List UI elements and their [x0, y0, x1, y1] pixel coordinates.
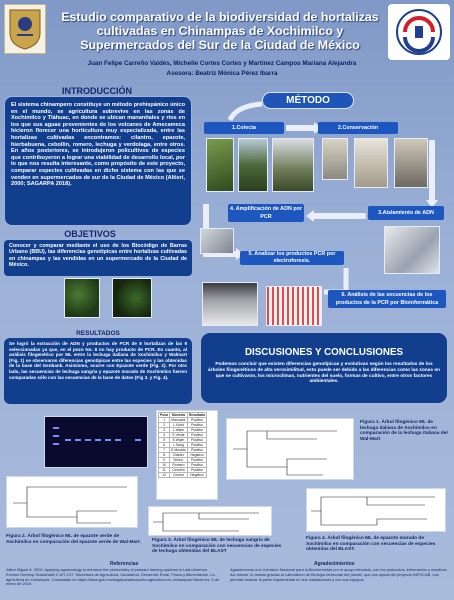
- figure-2-caption: Figura 2. Árbol filogénico ML de epazote verde de Xochimilco en comparación del epazote verde de Wal-Mart.: [6, 534, 141, 545]
- photo-collection: [206, 138, 234, 192]
- table-cell: 12: [159, 473, 170, 478]
- references-text: Altieri Miguel A. 2000. Applying agroecology to enhance the productivity of peasant farming systems in Latin America. Environ Develop Sustainabil 1:197-217. Secretaría de Agricultura, Ganadería, Desarrollo Rural, Pesca y Alimentación. La agricultura en chinampas. Consultado en https://www.gob.mx/sagarpa/articulos/la-agricultura-en-chinampas?idiom=es. 5 de enero de 2019.: [6, 567, 220, 587]
- phylogenetic-tree-2: [7, 477, 139, 529]
- cch-logo: [388, 4, 450, 60]
- method-step-collect: 1.Colecta: [204, 122, 284, 134]
- objectives-heading: OBJETIVOS: [64, 229, 116, 239]
- table-header: Resultado: [188, 413, 206, 417]
- college-emblem-icon: [391, 7, 447, 57]
- results-table: [158, 412, 207, 478]
- table-cell: Negativo: [187, 453, 206, 458]
- table-cell: Verdol.: [170, 458, 188, 463]
- pcr-results-table: [156, 410, 218, 500]
- table-cell: 3: [159, 428, 170, 433]
- table-row: [159, 468, 207, 473]
- table-cell: Positivo: [187, 468, 206, 473]
- figure-1-tree: [226, 418, 354, 480]
- figure-1-caption: Figura 1. Árbol filogénico ML de lechuga italiana de Xochimilco en comparación de la lechuga italiana del Wal-Mart: [360, 420, 448, 442]
- authors-line: Juan Felipe Carreño Valdés, Michelle Cortes Cortes y Martínez Campos Mariana Alejandra: [87, 60, 357, 67]
- method-step-dna-isolation: 3.Aislamiento de ADN: [368, 206, 444, 220]
- results-text: Se logró la extracción de ADN y productos de PCR de 8 hortalizas de las 9 seleccionadas ya que, en el pozo No. 8 no hay producto de PCR. En cuanto, al análisis filogenético por ML entre la lechuga italiana de Xochimilco y Walmart (Fig. 1) se observaron diferencias genotípicas entre las especies y las obtenidas de la base del Genbank. Asimismo, ocurre con Epazote verde (Fig. 2). Por otro lado, las secuencias de lechuga sangria y epazote morado de Xochimilco fueron comparadas sólo con las secuencias de la base de datos (Fig 3. y Fig. 4).: [9, 341, 187, 380]
- table-cell: L.Walm: [170, 428, 188, 433]
- table-cell: Positivo: [187, 428, 206, 433]
- method-step-pcr: 4. Amplificación de ADN por PCR: [229, 206, 303, 220]
- intro-text: El sistema chinampero constituye un método prehispánico único en el mundo, se agricultura sobrevive en las zonas de Xochimilco y Tláhuac, en donde se ubican manantiales y ríos en los que sus aguas provenientes de los volcanes de Amecameca hicieron florecer una horticultura muy especializada, entre las hortalizas cultivadas encontramos: cilantro, epazote, hierbabuena, cebollín, romero, lechuga y verdolaga, entre otros. En años posteriores, se introdujeron policultivos de especies que contribuyeron a lograr una viabilidad de desarrollo local, por lo que nos resulta interesante, como propósito de este proyecto, comparar especies cultivadas en dicho sistema con las que se venden en supermercados de sur de la Ciudad de México (Altieri, 2000; SAGARPA 2018).: [11, 102, 185, 188]
- poster-title: Estudio comparativo de la biodiversidad de hortalizas cultivadas en Chinampas de Xochimilco y Supermercados del Sur de la Ciudad de México: [61, 10, 379, 53]
- table-cell: L.Sang: [170, 443, 188, 448]
- table-cell: Positivo: [187, 443, 206, 448]
- table-cell: Control: [170, 473, 188, 478]
- photo-conservation-2: [354, 138, 388, 188]
- method-step-electrophoresis: 5. Analizar los productos PCR por electroforesis.: [240, 251, 344, 265]
- discussion-text: Podemos concluir que existen diferencias genotípicas y evolutivas según los resultados de los árboles filogenéticos de alta verosimilitud, esto puede ser debido a las diferencias como las zonas en que se cultivaron, los microclimas, nutrientes del suelo, formas de cultivo, entre otros factores ambientales.: [208, 362, 440, 385]
- unam-logo: [4, 4, 46, 54]
- photo-conservation-3: [394, 138, 428, 188]
- table-cell: 6: [159, 443, 170, 448]
- table-cell: Cebollín: [170, 468, 188, 473]
- table-cell: 2: [159, 423, 170, 428]
- photo-pcr: [200, 228, 234, 254]
- advisor-line: Asesora: Beatriz Mónica Pérez Ibarra: [166, 70, 278, 77]
- table-cell: 1: [159, 418, 170, 423]
- photo-samples: [272, 138, 314, 192]
- table-cell: 9: [159, 458, 170, 463]
- results-section: [4, 338, 192, 404]
- shield-icon: [7, 7, 43, 51]
- photo-field: [238, 138, 268, 192]
- objectives-section: [4, 240, 192, 276]
- acknowledgments-heading: Agradecimientos: [314, 561, 355, 567]
- table-cell: Negativo: [187, 473, 206, 478]
- results-heading: RESULTADOS: [76, 330, 120, 337]
- table-row: [159, 473, 207, 478]
- references-heading: Referencias: [110, 561, 139, 567]
- table-cell: E.Verde: [170, 433, 188, 438]
- discussion-section: [200, 332, 448, 404]
- method-heading: MÉTODO: [262, 92, 354, 109]
- table-cell: 7: [159, 448, 170, 453]
- table-cell: Marcador: [171, 418, 186, 422]
- phylogenetic-tree-4: [307, 489, 447, 533]
- figure-3-caption: Figura 3. Árbol filogénico ML de lechuga sangría de Xochimilco en comparación con secuencias de especies de lechuga obtenidas del BLAST: [152, 538, 282, 555]
- objectives-text: Conocer y comparar mediante el uso de los Biocódigo de Barras Urbano (BBU), las diferencias genotípicas entre hortalizas cultivadas en chinampas y las vendidas en un supermercado de la Ciudad de México.: [9, 243, 187, 269]
- figure-3-tree: [148, 506, 272, 536]
- table-cell: 8: [159, 453, 170, 458]
- gel-image: [44, 416, 148, 468]
- figure-2-tree: [6, 476, 138, 528]
- figure-4-caption: Figura 4. Árbol filogénico ML de epazote morado de Xochimilco en comparación con secuencias de especies obtenidas del BLAST.: [306, 536, 436, 553]
- table-cell: 5: [159, 438, 170, 443]
- intro-heading: INTRODUCCIÓN: [62, 86, 132, 96]
- table-header: Muestra: [170, 413, 188, 418]
- table-cell: Positivo: [187, 433, 206, 438]
- intro-section: [4, 96, 192, 226]
- table-header: Pozo: [160, 413, 169, 417]
- table-cell: Positivo: [187, 418, 206, 423]
- phylogenetic-tree-3: [149, 507, 273, 537]
- photo-lettuce-plants: [64, 278, 100, 318]
- table-cell: E.Walm: [170, 438, 188, 443]
- table-cell: Positivo: [187, 423, 206, 428]
- table-cell: Positivo: [187, 438, 206, 443]
- table-cell: L.Xochi: [170, 423, 188, 428]
- photo-gel-tray: [266, 286, 322, 326]
- method-step-conservation: 2.Conservación: [318, 122, 398, 134]
- table-cell: Positivo: [187, 463, 206, 468]
- gel-bands: [45, 417, 149, 469]
- table-cell: Romero: [170, 463, 188, 468]
- table-cell: 11: [159, 468, 170, 473]
- table-cell: Positivo: [187, 458, 206, 463]
- discussion-heading: DISCUSIONES Y CONCLUSIONES: [244, 347, 404, 358]
- photo-herbs: [112, 278, 152, 318]
- phylogenetic-tree-1: [227, 419, 355, 481]
- figure-4-tree: [306, 488, 446, 532]
- table-cell: Positivo: [187, 448, 206, 453]
- photo-electrophoresis: [202, 282, 258, 326]
- table-cell: Cilantro: [170, 453, 188, 458]
- table-row: [159, 463, 207, 468]
- table-cell: 4: [159, 433, 170, 438]
- acknowledgments-text: Agradecemos a la Comisión Nacional para la Biodiversidad por el apoyo brindado, con los protocolos, información y reactivos. Así mismo, le damos gracias al Laboratorio de Biología Molecular del plantel, que con ayuda del proyecto INFOCAB, nos permitió realizar la parte experimental en sus instalaciones y con sus equipos.: [230, 567, 448, 582]
- table-cell: E.Morado: [171, 448, 186, 452]
- table-cell: 10: [159, 463, 170, 468]
- photo-conservation-1: [322, 138, 348, 180]
- photo-dna-isolation: [384, 226, 440, 274]
- method-step-bioinformatics: 6. Análisis de las secuencias de los productos de la PCR por Bioinformática: [328, 290, 446, 308]
